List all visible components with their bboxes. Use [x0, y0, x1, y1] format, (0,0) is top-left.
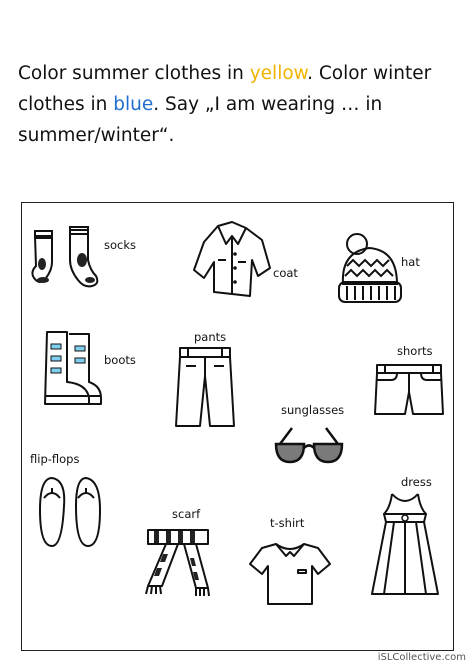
- socks-picture: [30, 224, 102, 290]
- footer-credit: iSLCollective.com: [377, 652, 466, 663]
- boots-label: boots: [104, 353, 136, 367]
- shorts-picture: [373, 362, 445, 418]
- scarf-picture: [138, 524, 214, 600]
- socks-label: socks: [104, 238, 137, 252]
- pants-label: pants: [194, 330, 227, 344]
- tshirt-picture: [246, 540, 334, 608]
- instruction-part-2: . Color winter clothes in: [18, 63, 432, 115]
- blue-word: blue: [113, 94, 154, 115]
- flipflops-picture: [36, 474, 106, 550]
- sunglasses-picture: [272, 424, 346, 468]
- shorts-label: shorts: [397, 344, 433, 358]
- scarf-label: scarf: [172, 507, 201, 521]
- tshirt-label: t-shirt: [270, 516, 305, 530]
- dress-picture: [370, 490, 440, 602]
- instruction-part-1: Color summer clothes in: [18, 63, 250, 84]
- instruction-part-3: . Say „I am wearing … in summer/winter“.: [18, 94, 383, 146]
- hat-label: hat: [401, 255, 420, 269]
- sunglasses-label: sunglasses: [281, 403, 345, 417]
- dress-label: dress: [401, 475, 432, 489]
- yellow-word: yellow: [249, 63, 308, 84]
- hat-picture: [335, 230, 405, 310]
- flipflops-label: flip-flops: [30, 452, 80, 466]
- coat-picture: [192, 220, 272, 300]
- pants-picture: [172, 346, 238, 430]
- boots-picture: [33, 330, 103, 410]
- instructions-text: [18, 58, 458, 151]
- coat-label: coat: [273, 266, 298, 280]
